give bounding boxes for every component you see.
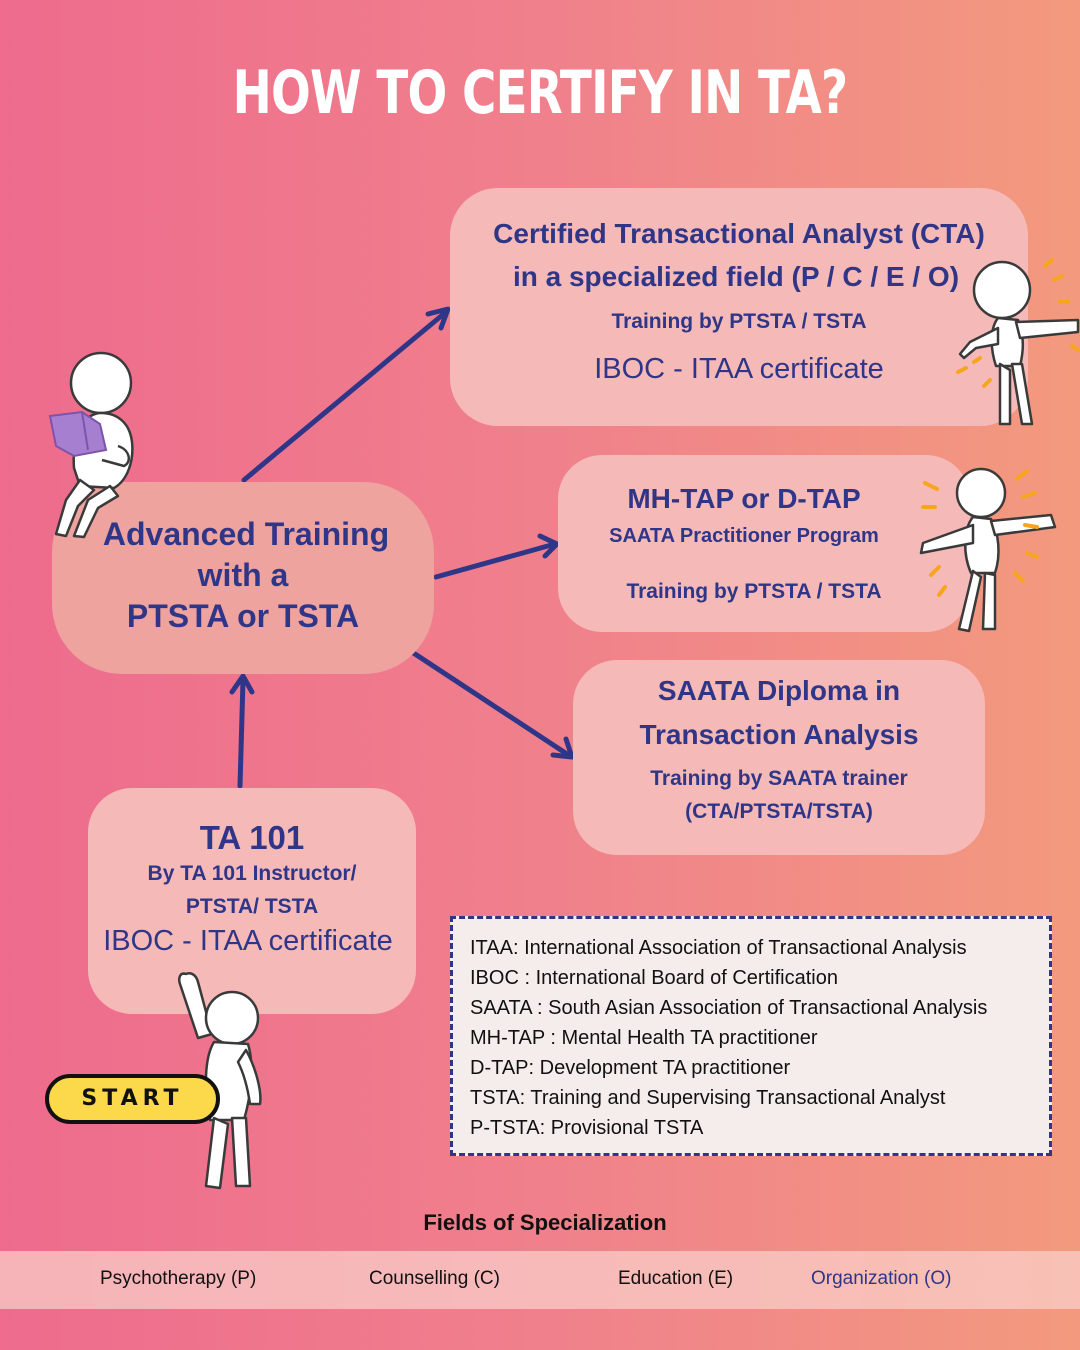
legend-item: D-TAP: Development TA practitioner [470, 1057, 791, 1079]
field-psychotherapy: Psychotherapy (P) [100, 1268, 257, 1289]
arrow-ta101-to-advanced [240, 680, 243, 786]
legend-item: P-TSTA: Provisional TSTA [470, 1117, 704, 1139]
excited-person-icon [915, 463, 1065, 635]
arrow-advanced-to-mhtap [436, 544, 555, 577]
abbreviation-legend [450, 916, 1052, 1156]
diploma-title-2: Transaction Analysis [639, 719, 919, 750]
start-button[interactable]: START [45, 1074, 220, 1124]
cta-certificate: IBOC - ITAA certificate [594, 353, 884, 385]
legend-item: TSTA: Training and Supervising Transactional Analyst [470, 1087, 946, 1109]
cta-node [450, 188, 1028, 426]
field-organization: Organization (O) [811, 1268, 952, 1289]
diploma-training-2: (CTA/PTSTA/TSTA) [685, 800, 873, 823]
reading-person-icon [44, 350, 144, 540]
legend-item: SAATA : South Asian Association of Transactional Analysis [470, 997, 988, 1019]
mhtap-node [558, 455, 970, 632]
mhtap-program: SAATA Practitioner Program [609, 525, 879, 547]
legend-item: IBOC : International Board of Certification [470, 967, 838, 989]
advanced-line-3: PTSTA or TSTA [126, 598, 360, 634]
advanced-line-1: Advanced Training [102, 516, 390, 552]
diploma-training-1: Training by SAATA trainer [650, 767, 908, 790]
cta-subtitle: in a specialized field (P / C / E / O) [512, 261, 960, 292]
diploma-node [573, 660, 985, 855]
arrow-advanced-to-cta [244, 312, 446, 480]
arrow-advanced-to-diploma [412, 652, 570, 756]
legend-item: ITAA: International Association of Transactional Analysis [470, 937, 967, 959]
ta101-title: TA 101 [199, 819, 305, 856]
fields-title: Fields of Specialization [423, 1210, 667, 1235]
cta-title: Certified Transactional Analyst (CTA) [493, 218, 985, 249]
mhtap-training: Training by PTSTA / TSTA [626, 580, 882, 603]
ta101-ptsta: PTSTA/ TSTA [185, 895, 319, 918]
mhtap-title: MH-TAP or D-TAP [627, 483, 861, 514]
diploma-title-1: SAATA Diploma in [657, 675, 901, 706]
field-education: Education (E) [618, 1268, 734, 1289]
page-title: HOW TO CERTIFY IN TA? [232, 58, 848, 128]
pointing-person-icon [950, 258, 1080, 430]
ta101-certificate: IBOC - ITAA certificate [103, 925, 393, 957]
ta101-instructor: By TA 101 Instructor/ [147, 862, 357, 885]
advanced-line-2: with a [197, 557, 289, 593]
legend-item: MH-TAP : Mental Health TA practitioner [470, 1027, 818, 1049]
cta-training: Training by PTSTA / TSTA [611, 310, 867, 333]
field-counselling: Counselling (C) [369, 1268, 500, 1289]
